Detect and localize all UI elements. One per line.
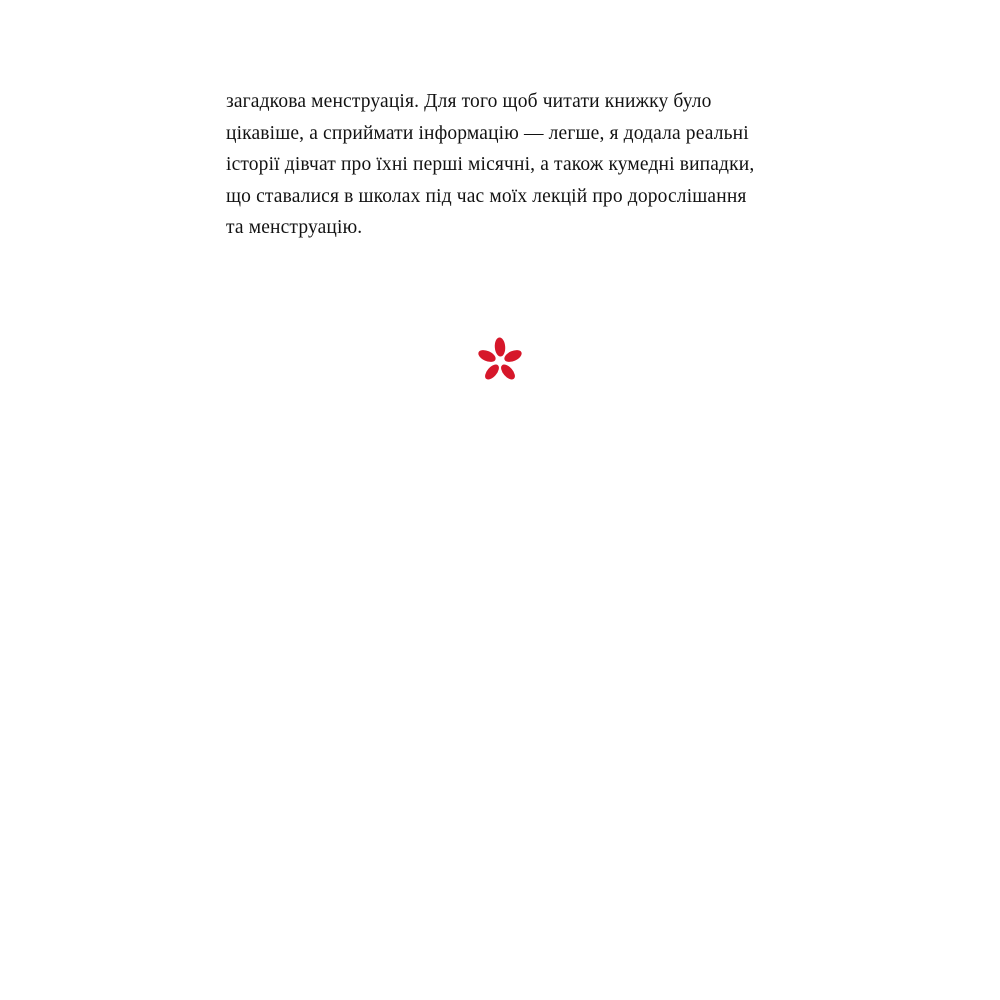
body-text-block: [226, 86, 760, 244]
body-paragraph: загадкова менструація. Для того щоб читати книжку було цікавіше, а сприймати інформацію — легше, я додала реальні історії дівчат про їхні перші місячні, а також кумедні випадки, що ставалися в школах під час моїх лекцій про дорослішання та менструацію.: [226, 91, 760, 238]
flower-ornament: [0, 330, 1000, 390]
